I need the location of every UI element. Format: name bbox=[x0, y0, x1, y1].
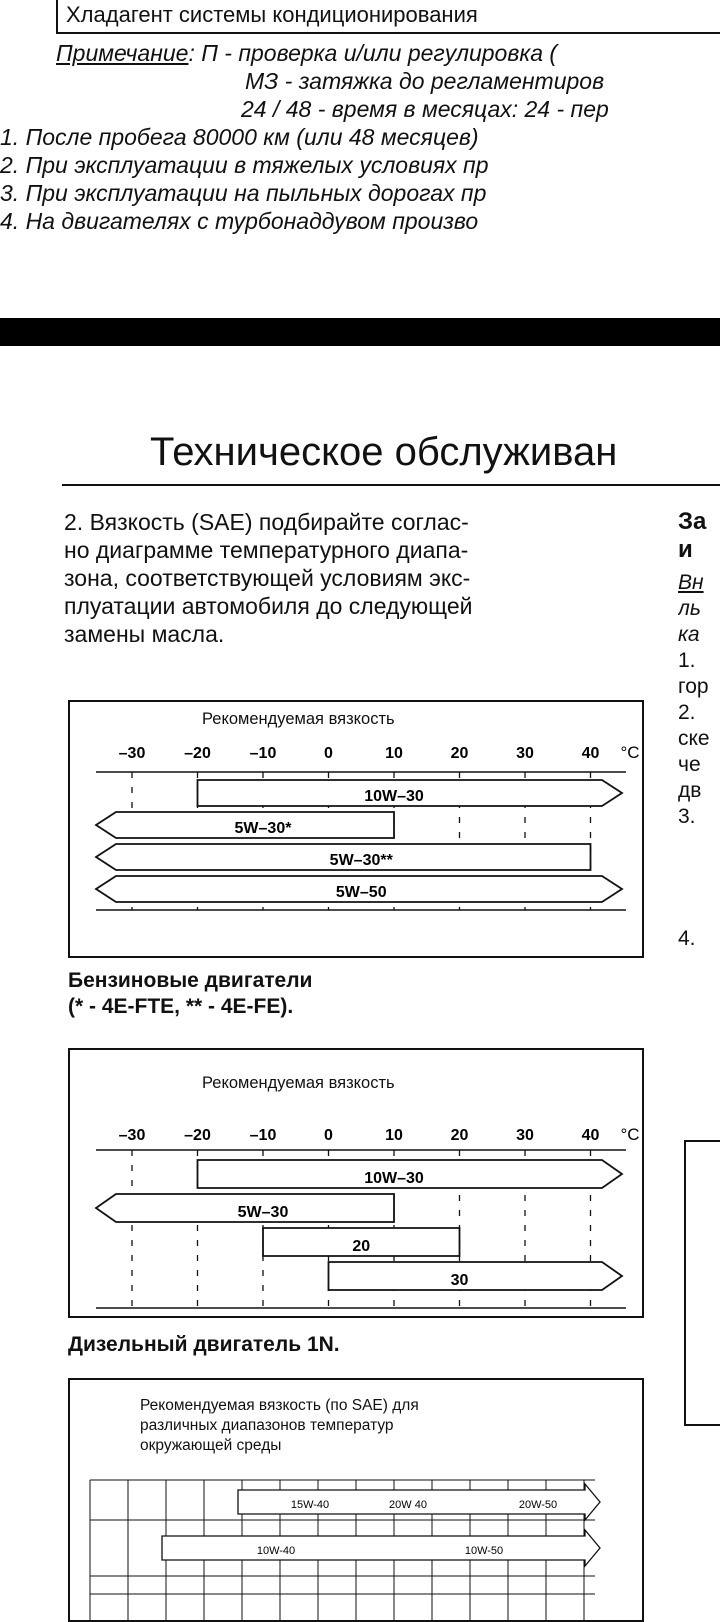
page-divider bbox=[0, 318, 720, 346]
right-line: 4. bbox=[678, 927, 696, 950]
section-title: Техническое обслуживан bbox=[150, 430, 618, 474]
chart-sae-title-line: различных диапазонов температур bbox=[140, 1417, 394, 1434]
viscosity-bar bbox=[329, 1262, 623, 1290]
note-text-1: : П - проверка и/или регулировка ( bbox=[188, 40, 558, 66]
header-table bbox=[56, 0, 720, 34]
tick-label: –20 bbox=[184, 1127, 211, 1144]
paragraph-line: плуатации автомобиля до следующей bbox=[64, 593, 473, 619]
tick-label: 20 bbox=[450, 745, 469, 762]
bar-label: 5W–30 bbox=[237, 1204, 289, 1221]
tick-label: 0 bbox=[324, 745, 333, 762]
tick-label: 10 bbox=[385, 1127, 403, 1144]
tick-label: –10 bbox=[249, 745, 277, 762]
tick-label: 40 bbox=[581, 1127, 600, 1144]
note-item-4: 4. На двигателях с турбонаддувом произво bbox=[0, 208, 479, 234]
chart-petrol bbox=[68, 700, 644, 958]
unit-label: °C bbox=[620, 1125, 640, 1144]
chart-title: Рекомендуемая вязкость bbox=[202, 710, 395, 728]
chart-title: Рекомендуемая вязкость bbox=[202, 1074, 395, 1092]
right-column bbox=[678, 508, 720, 1600]
bar-label: 20W 40 bbox=[389, 1499, 427, 1511]
chart-sae-svg bbox=[70, 1380, 642, 1620]
tick-label: 40 bbox=[581, 745, 600, 762]
caption-line: Бензиновые двигатели bbox=[68, 969, 313, 992]
right-heading-2: и bbox=[678, 536, 693, 563]
paragraph-line: но диаграмме температурного диапа- bbox=[64, 537, 469, 563]
right-line: 2. bbox=[678, 701, 696, 724]
bar-label: 30 bbox=[450, 1272, 469, 1289]
right-line: 1. bbox=[678, 649, 696, 672]
bar-label: 20 bbox=[352, 1238, 371, 1255]
right-line: че bbox=[678, 753, 701, 776]
title-underline bbox=[62, 484, 720, 486]
bar-label: 20W-50 bbox=[518, 1499, 558, 1511]
tick-label: 30 bbox=[516, 1127, 534, 1144]
tick-label: –10 bbox=[249, 1127, 277, 1144]
right-line: гор bbox=[678, 675, 709, 698]
tick-label: 0 bbox=[324, 1127, 333, 1144]
paragraph-line: зона, соответствующей условиям экс- bbox=[64, 565, 471, 591]
note-item-3: 3. При эксплуатации на пыльных дорогах пр bbox=[0, 180, 487, 206]
bar-label: 5W–30* bbox=[234, 820, 292, 837]
tick-label: –30 bbox=[118, 745, 146, 762]
chart-sae bbox=[68, 1378, 644, 1622]
note-item-2: 2. При эксплуатации в тяжелых условиях пр bbox=[0, 152, 489, 178]
header-table-row: Хладагент системы кондиционирования bbox=[66, 2, 478, 27]
note-line-1 bbox=[56, 40, 557, 66]
paragraph-line: замены масла. bbox=[64, 621, 225, 647]
right-column-box bbox=[684, 1140, 720, 1426]
tick-label: 20 bbox=[450, 1127, 469, 1144]
note-line-2: МЗ - затяжка до регламентиров bbox=[245, 68, 605, 94]
caption-line: (* - 4E-FTE, ** - 4E-FE). bbox=[68, 995, 294, 1018]
note-item-1: 1. После пробега 80000 км (или 48 месяцев) bbox=[0, 124, 479, 150]
chart-sae-title-line: окружающей среды bbox=[140, 1437, 282, 1454]
note-label: Примечание bbox=[56, 40, 189, 66]
tick-label: –20 bbox=[184, 745, 211, 762]
bar-label: 5W–50 bbox=[335, 884, 387, 901]
chart-petrol-caption bbox=[68, 968, 312, 1020]
right-line: ль bbox=[678, 597, 701, 620]
chart-sae-title-line: Рекомендуемая вязкость (по SAE) для bbox=[140, 1397, 419, 1414]
chart-petrol-svg bbox=[70, 702, 642, 956]
bar-label: 15W-40 bbox=[290, 1499, 330, 1511]
chart-diesel-svg bbox=[70, 1050, 642, 1316]
chart-diesel bbox=[68, 1048, 644, 1318]
right-line: ка bbox=[678, 623, 700, 646]
viscosity-bar bbox=[162, 1530, 600, 1566]
bar-label: 5W–30** bbox=[329, 852, 393, 869]
tick-label: 30 bbox=[516, 745, 534, 762]
tick-label: 10 bbox=[385, 745, 403, 762]
right-line: дв bbox=[678, 779, 702, 802]
chart-diesel-caption: Дизельный двигатель 1N. bbox=[68, 1333, 340, 1356]
tick-label: –30 bbox=[118, 1127, 146, 1144]
paragraph-line: 2. Вязкость (SAE) подбирайте соглас- bbox=[64, 509, 469, 535]
right-line: Вн bbox=[678, 571, 704, 594]
right-line: ске bbox=[678, 727, 710, 750]
body-paragraph bbox=[64, 508, 654, 648]
bar-label: 10W-50 bbox=[464, 1545, 504, 1557]
right-line: 3. bbox=[678, 805, 696, 828]
unit-label: °C bbox=[620, 743, 640, 762]
note-line-3: 24 / 48 - время в месяцах: 24 - пер bbox=[241, 96, 609, 122]
right-heading-1: За bbox=[678, 508, 707, 535]
bar-label: 10W–30 bbox=[364, 1170, 424, 1187]
bar-label: 10W–30 bbox=[364, 788, 424, 805]
bar-label: 10W-40 bbox=[256, 1545, 296, 1557]
